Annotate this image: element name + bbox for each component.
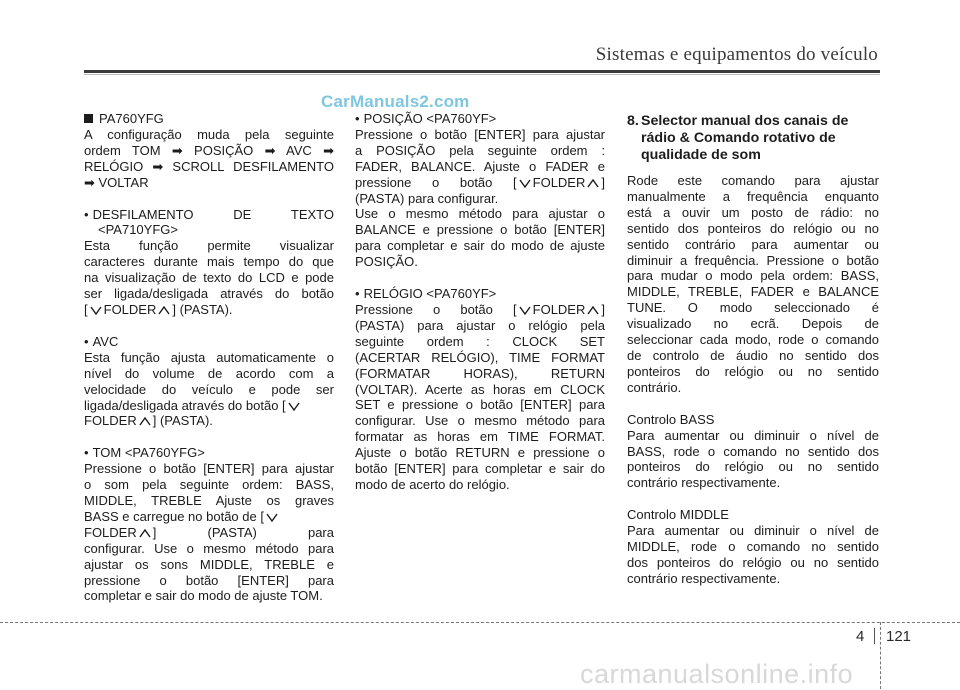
column-1 <box>84 111 334 604</box>
tom-line-6: configurar. Use o mesmo método para <box>84 540 334 556</box>
avc-line-3: velocidade do veículo e pode ser <box>84 381 334 397</box>
tom-line-2: o som pela seguinte ordem: BASS, <box>84 477 334 493</box>
clock-line-6: (VOLTAR). Acerte as horas em CLOCK <box>355 381 605 397</box>
footer-vertical-rule <box>880 622 881 689</box>
pos-line-3: FADER, BALANCE. Ajuste o FADER e <box>355 158 605 174</box>
chevron-up-icon <box>139 529 151 538</box>
clock-title: • RELÓGIO <PA760YF> <box>355 286 605 302</box>
intro-line-6: diminuir a frequência. Pressione o botão <box>627 252 879 268</box>
chevron-down-icon <box>519 179 531 188</box>
tom-title: • TOM <PA760YFG> <box>84 445 334 461</box>
pos-line-6: Use o mesmo método para ajustar o <box>355 206 605 222</box>
pos-line-5: (PASTA) para configurar. <box>355 190 499 206</box>
pos-line-2: a POSIÇÃO pela seguinte ordem : <box>355 142 605 158</box>
page-number: 121 <box>886 628 912 645</box>
middle-line-1: Para aumentar ou diminuir o nível de <box>627 523 879 539</box>
intro-line-5: sentido contrário para aumentar ou <box>627 236 879 252</box>
page-header-title: Sistemas e equipamentos do veículo <box>595 44 878 65</box>
tom-line-8: pressione o botão [ENTER] para <box>84 572 334 588</box>
header-rule-thin <box>84 74 880 75</box>
order-line-2: ordem TOM ➡ POSIÇÃO ➡ AVC ➡ <box>84 142 334 158</box>
tom-line-1: Pressione o botão [ENTER] para ajustar <box>84 461 334 477</box>
chevron-up-icon <box>139 417 151 426</box>
intro-line-12: de controlo de áudio no sentido dos <box>627 347 879 363</box>
middle-line-2: MIDDLE, rode o comando no sentido <box>627 539 879 555</box>
scroll-line-1: Esta função permite visualizar <box>84 238 334 254</box>
intro-line-7: para mudar o modo pela ordem: BASS, <box>627 268 879 284</box>
pos-line-8: para completar e sair do modo de ajuste <box>355 238 605 254</box>
scroll-line-3: na visualização de texto do LCD e pode <box>84 270 334 286</box>
square-bullet-icon <box>84 114 93 123</box>
bass-line-3: ponteiros do relógio ou no sentido <box>627 459 879 475</box>
chevron-up-icon <box>587 306 599 315</box>
model-heading: PA760YFG <box>84 111 334 127</box>
order-line-1: A configuração muda pela seguinte <box>84 126 334 142</box>
scroll-line-4: ser ligada/desligada através do botão <box>84 286 334 302</box>
bass-line-4: contrário respectivamente. <box>627 475 781 491</box>
watermark-carmanuals2: CarManuals2.com <box>321 92 470 111</box>
column-2 <box>355 111 605 493</box>
section-heading: 8. Selector manual dos canais de rádio & Comando rotativo de qualidade de som <box>627 113 849 163</box>
bullet-icon <box>355 286 364 301</box>
pos-line-9: POSIÇÃO. <box>355 254 418 270</box>
intro-line-8: MIDDLE, TREBLE, FADER e BALANCE <box>627 284 879 300</box>
intro-line-14: contrário. <box>627 379 682 395</box>
clock-line-4: (ACERTAR RELÓGIO), TIME FORMAT <box>355 349 605 365</box>
bass-line-1: Para aumentar ou diminuir o nível de <box>627 427 879 443</box>
page-number-separator <box>874 628 875 644</box>
clock-line-5: (FORMATAR HORAS), RETURN <box>355 365 605 381</box>
column-3 <box>627 111 879 587</box>
chevron-up-icon <box>158 306 170 315</box>
bullet-icon <box>84 207 93 222</box>
scroll-line-5: [ FOLDER ] (PASTA). <box>84 301 233 317</box>
tom-line-7: ajustar os sons MIDDLE, TREBLE e <box>84 556 334 572</box>
intro-line-10: visualizado no ecrã. Depois de <box>627 316 879 332</box>
bullet-icon <box>84 445 93 460</box>
bullet-icon <box>355 111 364 126</box>
pos-line-7: BALANCE e pressione o botão [ENTER] <box>355 222 605 238</box>
clock-line-2: (PASTA) para ajustar o relógio pela <box>355 317 605 333</box>
middle-title: Controlo MIDDLE <box>627 507 729 523</box>
tom-line-9: completar e sair do modo de ajuste TOM. <box>84 588 323 604</box>
bass-title: Controlo BASS <box>627 411 715 427</box>
chevron-down-icon <box>266 513 278 522</box>
pos-line-1: Pressione o botão [ENTER] para ajustar <box>355 126 605 142</box>
intro-line-1: Rode este comando para ajustar <box>627 173 879 188</box>
clock-line-1: Pressione o botão [ FOLDER ] <box>355 301 605 317</box>
chevron-down-icon <box>519 306 531 315</box>
intro-line-3: está a ouvir um posto de rádio: no <box>627 204 879 220</box>
clock-line-10: Ajuste o botão RETURN e pressione o <box>355 445 605 461</box>
chevron-up-icon <box>587 179 599 188</box>
avc-line-2: nível do volume de acordo com a <box>84 365 334 381</box>
tom-line-3: MIDDLE, TREBLE Ajuste os graves <box>84 493 334 509</box>
scroll-line-2: caracteres durante mais tempo do que <box>84 254 334 270</box>
chevron-down-icon <box>288 402 300 411</box>
watermark-carmanualsonline: carmanualsonline.info <box>580 659 854 689</box>
pos-line-4: pressione o botão [ FOLDER ] <box>355 174 605 190</box>
clock-line-11: botão [ENTER] para completar e sair do <box>355 461 605 477</box>
intro-line-9: TUNE. O modo seleccionado é <box>627 300 879 316</box>
pos-title: • POSIÇÃO <PA760YF> <box>355 111 605 127</box>
order-line-4: ➡ VOLTAR <box>84 174 149 190</box>
intro-line-13: ponteiros do relógio ou no sentido <box>627 363 879 379</box>
intro-line-11: seleccionar cada modo, rode o comando <box>627 332 879 348</box>
tom-line-4: BASS e carregue no botão de [ <box>84 509 334 525</box>
tom-line-5: FOLDER ] (PASTA) para <box>84 524 334 540</box>
clock-line-9: formatar as horas em TIME FORMAT. <box>355 429 605 445</box>
avc-line-1: Esta função ajusta automaticamente o <box>84 349 334 365</box>
clock-line-8: configurar. Use o mesmo método para <box>355 413 605 429</box>
scroll-model: <PA710YFG> <box>98 222 178 238</box>
avc-line-4: ligada/desligada através do botão [ <box>84 398 334 414</box>
intro-line-4: sentido dos ponteiros do relógio ou no <box>627 220 879 236</box>
bass-line-2: BASS, rode o comando no sentido dos <box>627 443 879 459</box>
order-line-3: RELÓGIO ➡ SCROLL DESFILAMENTO <box>84 158 334 174</box>
avc-title: • AVC <box>84 334 334 350</box>
chevron-down-icon <box>90 306 102 315</box>
clock-line-7: SET e pressione o botão [ENTER] para <box>355 397 605 413</box>
middle-line-3: dos ponteiros do relógio ou no sentido <box>627 554 879 570</box>
bullet-icon <box>84 334 93 349</box>
clock-line-12: modo de acerto do relógio. <box>355 476 510 492</box>
avc-line-5: FOLDER ] (PASTA). <box>84 413 213 429</box>
clock-line-3: seguinte ordem : CLOCK SET <box>355 333 605 349</box>
intro-line-2: manualmente a frequência enquanto <box>627 188 879 204</box>
scroll-title: • DESFILAMENTO DE TEXTO <box>84 207 334 223</box>
middle-line-4: contrário respectivamente. <box>627 570 781 586</box>
footer-rule <box>0 622 960 623</box>
chapter-number: 4 <box>856 628 865 645</box>
header-rule <box>84 70 880 73</box>
